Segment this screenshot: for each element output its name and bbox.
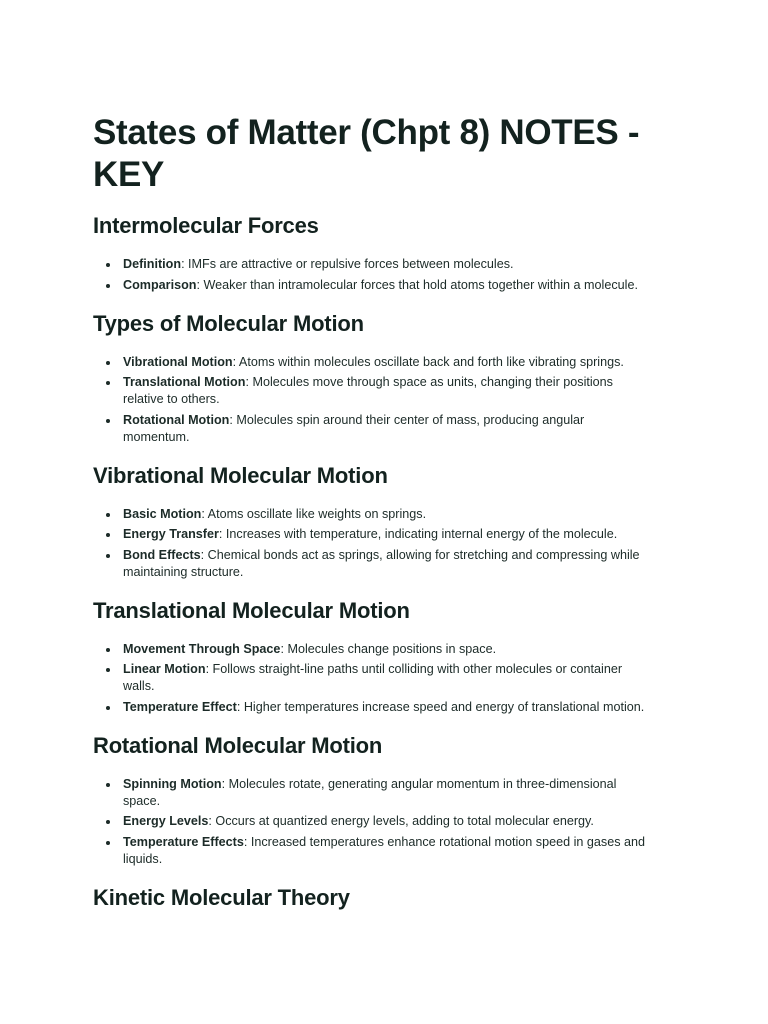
item-text: : Molecules spin around their center of mass, producing angular momentum. <box>123 412 585 444</box>
bullet-list <box>93 641 653 716</box>
item-term: Definition <box>123 257 182 271</box>
bullet-list <box>93 776 653 868</box>
item-term: Vibrational Motion <box>123 354 233 369</box>
list-item <box>123 776 653 810</box>
item-text: : Molecules change positions in space. <box>280 641 497 656</box>
section-heading: Kinetic Molecular Theory <box>93 884 350 910</box>
list-item <box>123 412 653 446</box>
list-item <box>123 661 653 695</box>
list-item <box>123 834 653 868</box>
item-term: Movement Through Space <box>123 641 281 656</box>
item-text: : Chemical bonds act as springs, allowing for stretching and compressing while maintaining structure. <box>123 547 640 579</box>
list-item <box>123 813 653 830</box>
item-term: Temperature Effects <box>123 834 244 849</box>
item-text: : Weaker than intramolecular forces that hold atoms together within a molecule. <box>196 277 638 292</box>
item-term: Energy Levels <box>123 814 209 828</box>
document-page <box>93 112 653 912</box>
item-term: Bond Effects <box>123 547 201 562</box>
list-item <box>123 374 653 408</box>
section-types-of-molecular-motion <box>93 310 653 446</box>
section-kinetic-molecular-theory <box>93 884 653 912</box>
section-intermolecular-forces <box>93 212 653 294</box>
bullet-list <box>93 256 653 294</box>
item-term: Spinning Motion <box>123 776 222 791</box>
list-item <box>123 506 653 523</box>
item-term: Rotational Motion <box>123 412 230 427</box>
section-translational-molecular-motion <box>93 597 653 716</box>
document-title: States of Matter (Chpt 8) NOTES - KEY <box>93 113 640 194</box>
bullet-list <box>93 506 653 581</box>
section-heading: Rotational Molecular Motion <box>93 732 383 758</box>
item-text: : Follows straight-line paths until colliding with other molecules or container walls. <box>123 662 623 693</box>
item-term: Translational Motion <box>123 375 246 389</box>
item-text: : Occurs at quantized energy levels, adding to total molecular energy. <box>208 814 594 828</box>
item-text: : Molecules rotate, generating angular momentum in three-dimensional space. <box>123 776 617 808</box>
list-item <box>123 526 653 543</box>
list-item <box>123 641 653 658</box>
item-term: Comparison <box>123 277 197 292</box>
item-text: : Atoms oscillate like weights on springs. <box>201 506 427 521</box>
list-item <box>123 277 653 294</box>
item-term: Linear Motion <box>123 662 206 676</box>
section-heading: Intermolecular Forces <box>93 213 319 238</box>
list-item <box>123 354 653 371</box>
item-text: : Increased temperatures enhance rotational motion speed in gases and liquids. <box>123 834 646 866</box>
list-item <box>123 547 653 581</box>
bullet-list <box>93 354 653 446</box>
item-text: : Higher temperatures increase speed and energy of translational motion. <box>236 699 645 714</box>
item-text: : Atoms within molecules oscillate back and forth like vibrating springs. <box>232 354 624 369</box>
section-rotational-molecular-motion <box>93 732 653 868</box>
list-item <box>123 699 653 716</box>
item-term: Energy Transfer <box>123 527 219 541</box>
section-heading: Vibrational Molecular Motion <box>93 462 388 488</box>
section-vibrational-molecular-motion <box>93 462 653 581</box>
list-item <box>123 256 653 273</box>
item-term: Temperature Effect <box>123 699 237 714</box>
item-text: : Increases with temperature, indicating internal energy of the molecule. <box>218 527 618 541</box>
item-term: Basic Motion <box>123 506 202 521</box>
section-heading: Translational Molecular Motion <box>93 597 410 623</box>
item-text: : IMFs are attractive or repulsive forces between molecules. <box>181 257 514 271</box>
section-heading: Types of Molecular Motion <box>93 310 364 336</box>
item-text: : Molecules move through space as units, changing their positions relative to others. <box>123 375 613 406</box>
